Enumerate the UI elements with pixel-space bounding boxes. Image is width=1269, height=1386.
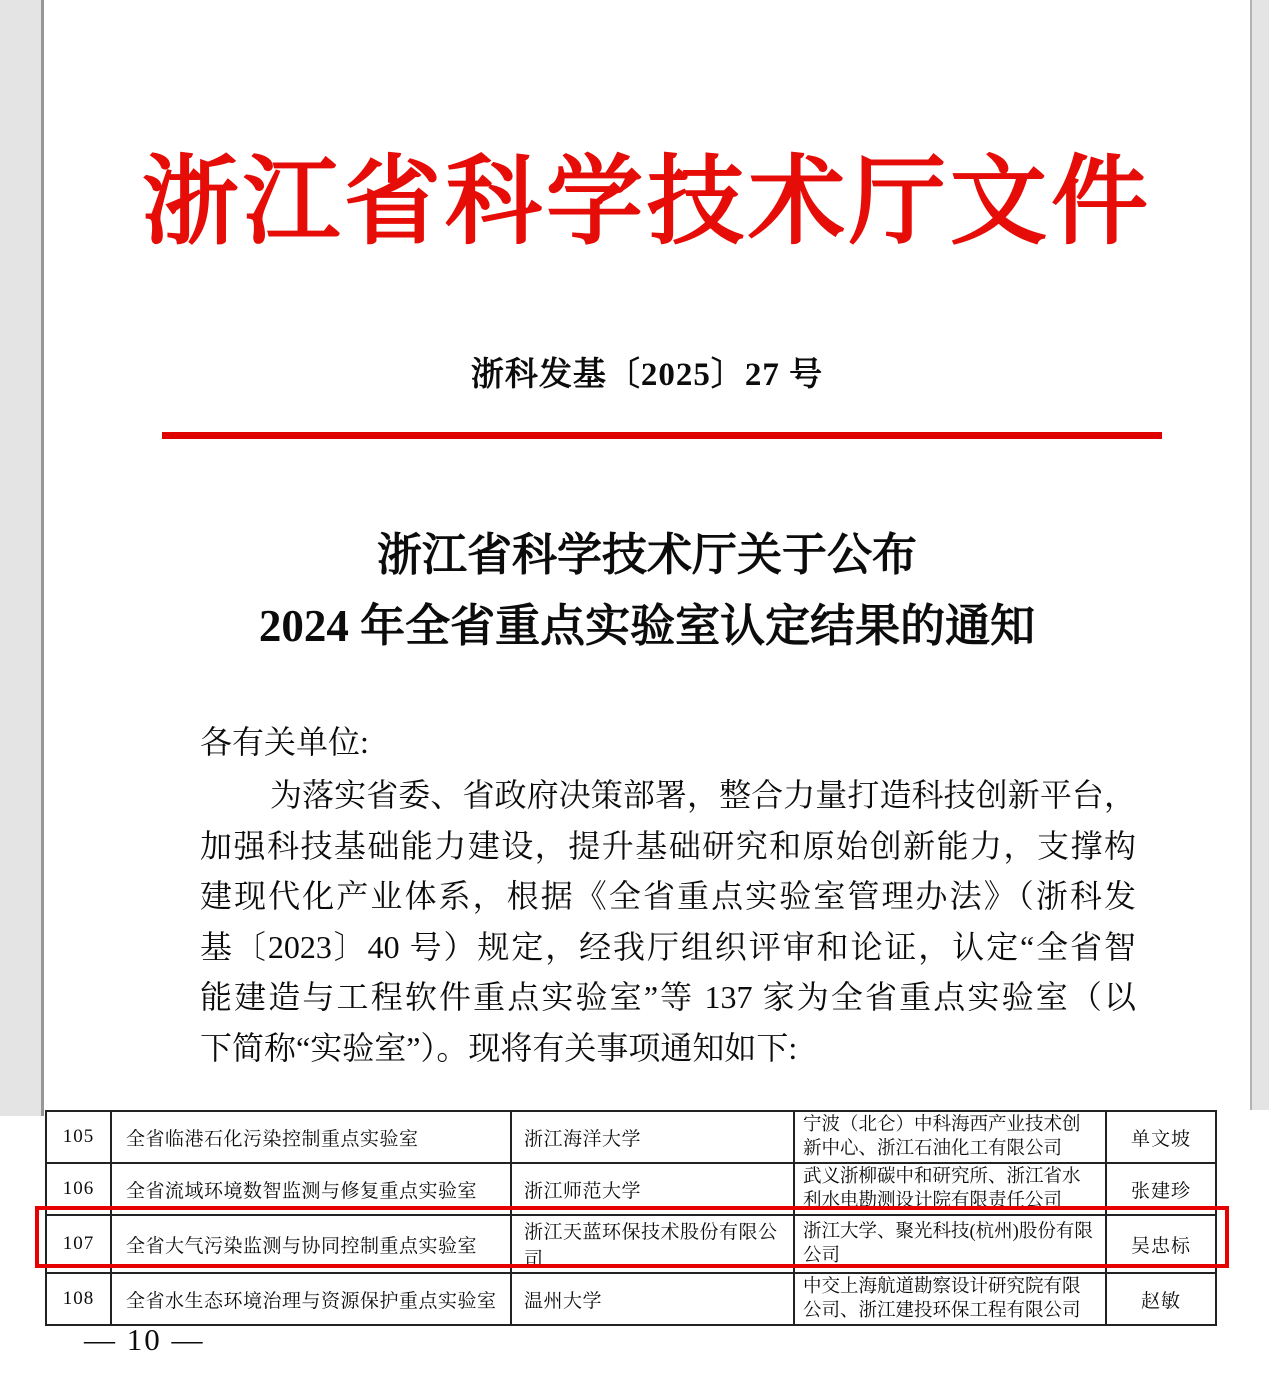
- lab-name-cell: 全省大气污染监测与协同控制重点实验室: [111, 1215, 511, 1273]
- lab-name-cell: 全省临港石化污染控制重点实验室: [111, 1111, 511, 1163]
- table-row-108: [46, 1273, 1216, 1325]
- salutation: 各有关单位:: [200, 724, 369, 760]
- partner-institutions-cell: 中交上海航道勘察设计研究院有限公司、浙江建投环保工程有限公司: [794, 1273, 1106, 1325]
- body-line: 加强科技基础能力建设，提升基础研究和原始创新能力，支撑构: [200, 827, 1136, 864]
- notice-title-line-1: 浙江省科学技术厅关于公布: [376, 530, 917, 580]
- document-header-title: 浙江省科学技术厅文件: [142, 149, 1152, 256]
- host-institution-cell: 浙江海洋大学: [511, 1111, 794, 1163]
- host-institution-cell: 浙江师范大学: [511, 1163, 794, 1215]
- director-cell: 赵敏: [1106, 1273, 1216, 1325]
- body-paragraph: [200, 770, 1136, 1073]
- lab-name-cell: 全省流域环境数智监测与修复重点实验室: [111, 1163, 511, 1215]
- director-cell: 单文坡: [1106, 1111, 1216, 1163]
- red-separator-line: [162, 432, 1162, 439]
- row-number-cell: 106: [46, 1163, 111, 1215]
- document-number: 浙科发基〔2025〕27 号: [470, 357, 824, 393]
- body-line: 建现代化产业体系，根据《全省重点实验室管理办法》（浙科发: [200, 878, 1136, 914]
- page-margin-right-strip: [1250, 0, 1269, 1110]
- body-line: 为落实省委、省政府决策部署，整合力量打造科技创新平台，: [270, 777, 1136, 813]
- table-row-107: [46, 1215, 1216, 1273]
- row-number-cell: 108: [46, 1273, 111, 1325]
- page-margin-left-strip: [0, 0, 44, 1116]
- partner-institutions-cell: 武义浙柳碳中和研究所、浙江省水利水电勘测设计院有限责任公司: [794, 1163, 1106, 1215]
- notice-title: [44, 520, 1250, 662]
- director-cell: 张建珍: [1106, 1163, 1216, 1215]
- host-institution-cell: 浙江天蓝环保技术股份有限公司: [511, 1215, 794, 1273]
- lab-name-cell: 全省水生态环境治理与资源保护重点实验室: [111, 1273, 511, 1325]
- page-number: — 10 —: [84, 1322, 205, 1357]
- body-line: 基〔2023〕40 号）规定，经我厅组织评审和论证，认定“全省智: [200, 928, 1136, 965]
- table-row-105: [46, 1111, 1216, 1163]
- results-table: [45, 1110, 1217, 1326]
- row-number-cell: 107: [46, 1215, 111, 1273]
- body-line: 下简称“实验室”）。现将有关事项通知如下:: [200, 1029, 798, 1066]
- notice-title-line-2: 2024 年全省重点实验室认定结果的通知: [258, 601, 1036, 651]
- row-number-cell: 105: [46, 1111, 111, 1163]
- director-cell: 吴忠标: [1106, 1215, 1216, 1273]
- partner-institutions-cell: 浙江大学、聚光科技(杭州)股份有限公司: [794, 1215, 1106, 1273]
- table-row-106: [46, 1163, 1216, 1215]
- body-line: 能建造与工程软件重点实验室”等 137 家为全省重点实验室（以: [200, 979, 1136, 1015]
- partner-institutions-cell: 宁波（北仑）中科海西产业技术创新中心、浙江石油化工有限公司: [794, 1111, 1106, 1163]
- host-institution-cell: 温州大学: [511, 1273, 794, 1325]
